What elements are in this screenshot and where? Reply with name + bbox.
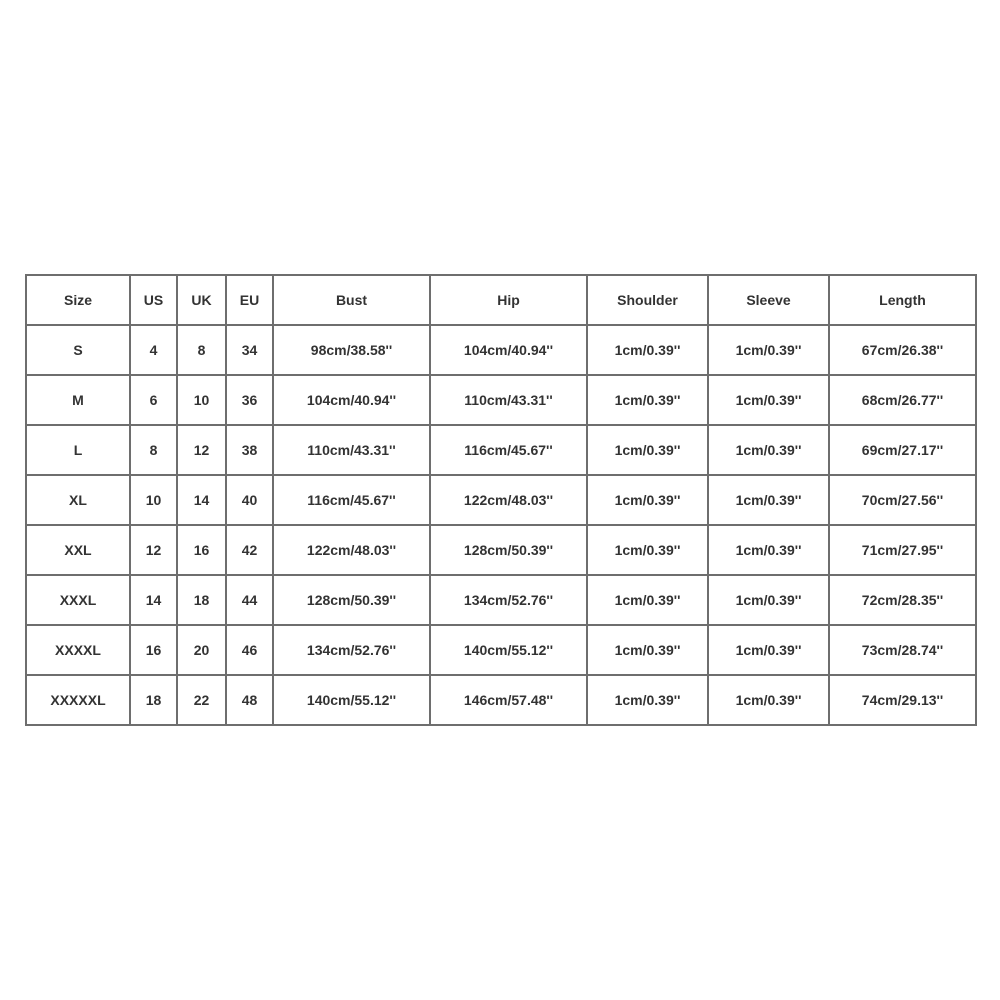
cell-uk: 22 [177,675,226,725]
cell-hip: 122cm/48.03'' [430,475,587,525]
cell-hip: 146cm/57.48'' [430,675,587,725]
header-length: Length [829,275,976,325]
cell-shoulder: 1cm/0.39'' [587,475,708,525]
cell-sleeve: 1cm/0.39'' [708,325,829,375]
table-row [26,675,976,725]
cell-size: L [26,425,130,475]
cell-bust: 110cm/43.31'' [273,425,430,475]
cell-bust: 98cm/38.58'' [273,325,430,375]
cell-length: 67cm/26.38'' [829,325,976,375]
table-body [26,325,976,725]
cell-eu: 46 [226,625,273,675]
table-row [26,525,976,575]
cell-us: 12 [130,525,177,575]
cell-length: 74cm/29.13'' [829,675,976,725]
cell-us: 16 [130,625,177,675]
table-row [26,375,976,425]
cell-size: XXXL [26,575,130,625]
cell-us: 14 [130,575,177,625]
cell-length: 72cm/28.35'' [829,575,976,625]
cell-sleeve: 1cm/0.39'' [708,675,829,725]
cell-length: 73cm/28.74'' [829,625,976,675]
cell-hip: 134cm/52.76'' [430,575,587,625]
size-chart-table [25,274,977,726]
cell-bust: 134cm/52.76'' [273,625,430,675]
cell-uk: 14 [177,475,226,525]
header-size: Size [26,275,130,325]
cell-size: M [26,375,130,425]
header-sleeve: Sleeve [708,275,829,325]
cell-size: XXXXL [26,625,130,675]
cell-bust: 122cm/48.03'' [273,525,430,575]
cell-us: 6 [130,375,177,425]
cell-sleeve: 1cm/0.39'' [708,625,829,675]
cell-hip: 140cm/55.12'' [430,625,587,675]
cell-size: XL [26,475,130,525]
cell-eu: 44 [226,575,273,625]
cell-shoulder: 1cm/0.39'' [587,675,708,725]
cell-length: 70cm/27.56'' [829,475,976,525]
cell-eu: 42 [226,525,273,575]
cell-hip: 116cm/45.67'' [430,425,587,475]
cell-us: 4 [130,325,177,375]
cell-length: 68cm/26.77'' [829,375,976,425]
cell-us: 10 [130,475,177,525]
cell-sleeve: 1cm/0.39'' [708,425,829,475]
cell-shoulder: 1cm/0.39'' [587,375,708,425]
table-row [26,625,976,675]
header-eu: EU [226,275,273,325]
cell-hip: 104cm/40.94'' [430,325,587,375]
cell-shoulder: 1cm/0.39'' [587,575,708,625]
cell-sleeve: 1cm/0.39'' [708,575,829,625]
table-row [26,425,976,475]
header-uk: UK [177,275,226,325]
cell-us: 8 [130,425,177,475]
cell-bust: 140cm/55.12'' [273,675,430,725]
cell-sleeve: 1cm/0.39'' [708,375,829,425]
cell-eu: 48 [226,675,273,725]
cell-uk: 12 [177,425,226,475]
cell-uk: 10 [177,375,226,425]
cell-eu: 34 [226,325,273,375]
cell-uk: 16 [177,525,226,575]
header-hip: Hip [430,275,587,325]
cell-shoulder: 1cm/0.39'' [587,525,708,575]
cell-size: XXXXXL [26,675,130,725]
cell-uk: 20 [177,625,226,675]
cell-shoulder: 1cm/0.39'' [587,425,708,475]
table-row [26,475,976,525]
cell-bust: 128cm/50.39'' [273,575,430,625]
cell-uk: 8 [177,325,226,375]
cell-uk: 18 [177,575,226,625]
cell-size: S [26,325,130,375]
cell-eu: 40 [226,475,273,525]
table-row [26,575,976,625]
header-us: US [130,275,177,325]
cell-length: 69cm/27.17'' [829,425,976,475]
cell-length: 71cm/27.95'' [829,525,976,575]
cell-eu: 36 [226,375,273,425]
cell-size: XXL [26,525,130,575]
header-row [26,275,976,325]
cell-hip: 110cm/43.31'' [430,375,587,425]
cell-eu: 38 [226,425,273,475]
table-row [26,325,976,375]
cell-sleeve: 1cm/0.39'' [708,525,829,575]
cell-bust: 116cm/45.67'' [273,475,430,525]
cell-shoulder: 1cm/0.39'' [587,625,708,675]
cell-hip: 128cm/50.39'' [430,525,587,575]
cell-bust: 104cm/40.94'' [273,375,430,425]
header-shoulder: Shoulder [587,275,708,325]
header-bust: Bust [273,275,430,325]
cell-shoulder: 1cm/0.39'' [587,325,708,375]
cell-sleeve: 1cm/0.39'' [708,475,829,525]
cell-us: 18 [130,675,177,725]
